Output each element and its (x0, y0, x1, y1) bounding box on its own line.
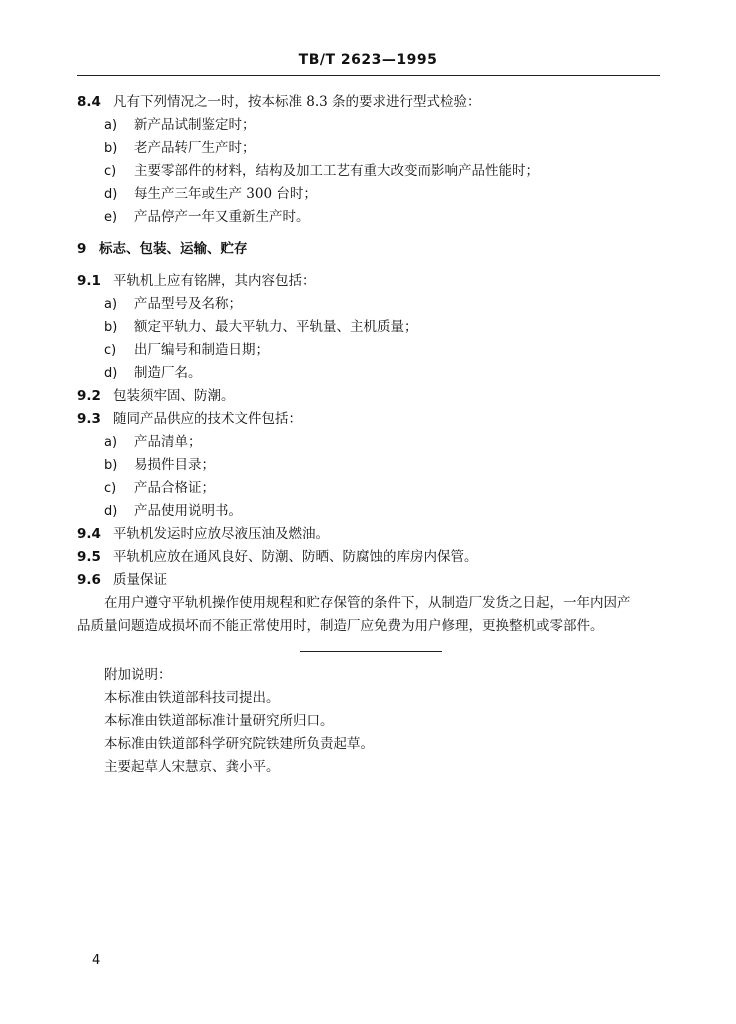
item-text: 产品使用说明书。 (134, 503, 242, 519)
note-line: 本标准由铁道部标准计量研究所归口。 (104, 713, 334, 729)
section-9-heading (77, 240, 248, 258)
item-letter: a) (104, 435, 118, 450)
clause-9-6 (77, 571, 167, 589)
item-letter: d) (104, 504, 118, 519)
clause-number: 9.4 (77, 526, 101, 542)
clause-number: 9.5 (77, 549, 101, 565)
item-letter: b) (104, 458, 118, 473)
item-letter: b) (104, 320, 118, 335)
clause-text: 平轨机应放在通风良好、防潮、防晒、防腐蚀的库房内保管。 (113, 549, 478, 565)
clause-number: 8.4 (77, 94, 101, 110)
clause-title: 质量保证 (113, 572, 167, 588)
list-item (104, 295, 242, 314)
item-letter: c) (104, 343, 117, 358)
standard-code: TB/T 2623—1995 (298, 52, 438, 68)
list-item (104, 479, 215, 498)
list-item (104, 364, 202, 383)
item-text: 制造厂名。 (134, 365, 202, 381)
note-line: 本标准由铁道部科学研究院铁建所负责起草。 (104, 736, 374, 752)
list-item (104, 341, 269, 360)
clause-text: 包装须牢固、防潮。 (113, 388, 235, 404)
list-item (104, 116, 256, 135)
clause-9-3 (77, 410, 302, 428)
page-number: 4 (92, 953, 101, 968)
item-text: 老产品转厂生产时； (134, 140, 256, 156)
list-item (104, 318, 418, 337)
clause-number: 9.2 (77, 388, 101, 404)
item-text: 出厂编号和制造日期； (134, 342, 269, 358)
list-item (104, 456, 215, 475)
note-line: 本标准由铁道部科技司提出。 (104, 690, 280, 706)
item-letter: d) (104, 187, 118, 202)
clause-9-1 (77, 272, 316, 290)
item-text: 易损件目录； (134, 457, 215, 473)
clause-text: 平轨机上应有铭牌，其内容包括： (113, 273, 316, 289)
section-number: 9 (77, 241, 87, 257)
item-text: 产品合格证； (134, 480, 215, 496)
item-letter: a) (104, 297, 118, 312)
item-letter: c) (104, 164, 117, 179)
paragraph-line: 在用户遵守平轨机操作使用规程和贮存保管的条件下，从制造厂发货之日起，一年内因产 (104, 595, 631, 611)
clause-text: 随同产品供应的技术文件包括： (113, 411, 302, 427)
clause-8-4 (77, 93, 481, 111)
item-letter: a) (104, 118, 118, 133)
separator-rule (300, 651, 442, 652)
item-text: 产品清单； (134, 434, 202, 450)
list-item (104, 185, 317, 204)
clause-9-5 (77, 548, 478, 566)
header-rule (77, 75, 660, 76)
item-text: 每生产三年或生产 300 台时； (134, 186, 317, 202)
item-text: 额定平轨力、最大平轨力、平轨量、主机质量； (134, 319, 418, 335)
item-text: 新产品试制鉴定时； (134, 117, 256, 133)
list-item (104, 502, 242, 521)
note-line: 主要起草人宋慧京、龚小平。 (104, 759, 280, 775)
clause-text: 凡有下列情况之一时，按本标准 8.3 条的要求进行型式检验： (113, 94, 481, 110)
clause-text: 平轨机发运时应放尽液压油及燃油。 (113, 526, 329, 542)
notes-title: 附加说明： (104, 667, 172, 683)
clause-9-2 (77, 387, 235, 405)
paragraph-line: 品质量问题造成损坏而不能正常使用时，制造厂应免费为用户修理，更换整机或零部件。 (77, 618, 604, 634)
item-letter: d) (104, 366, 118, 381)
item-text: 产品停产一年又重新生产时。 (134, 209, 310, 225)
item-text: 主要零部件的材料，结构及加工工艺有重大改变而影响产品性能时； (134, 163, 539, 179)
clause-9-4 (77, 525, 329, 543)
clause-number: 9.6 (77, 572, 101, 588)
item-letter: c) (104, 481, 117, 496)
list-item (104, 139, 256, 158)
section-title: 标志、包装、运输、贮存 (99, 241, 248, 257)
item-text: 产品型号及名称； (134, 296, 242, 312)
item-letter: e) (104, 210, 118, 225)
list-item (104, 433, 202, 452)
list-item (104, 208, 310, 227)
item-letter: b) (104, 141, 118, 156)
list-item (104, 162, 539, 181)
clause-number: 9.1 (77, 273, 101, 289)
clause-number: 9.3 (77, 411, 101, 427)
